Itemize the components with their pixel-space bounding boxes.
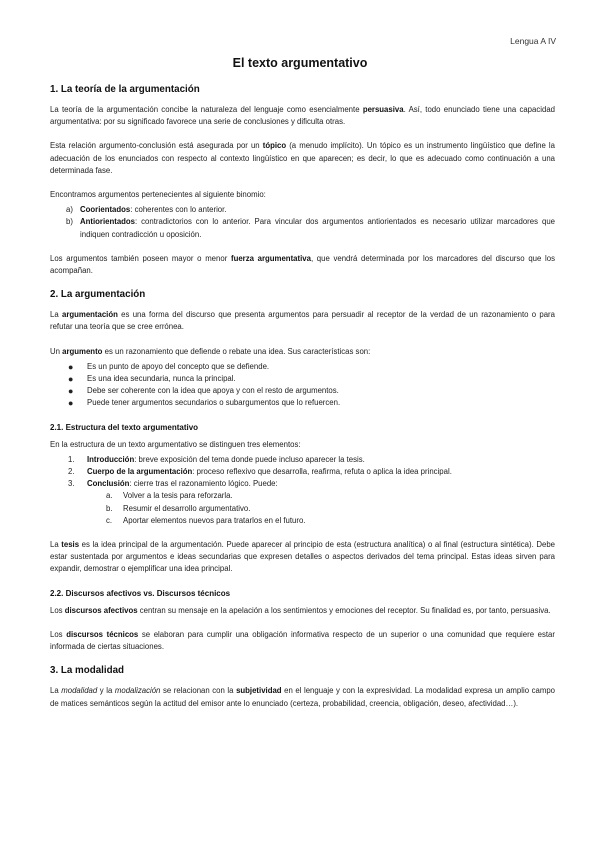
tesis-paragraph: La tesis es la idea principal de la argumentación. Puede aparecer al principio de esta (estructura analítica) o al final (estructura sintética). Debe estar sustentada por argumentos e ideas secundarias que expresen detalles o aspectos derivados del tema principal. Estas ideas sirven para expandir, demostrar o ejemplificar una idea principal.	[50, 540, 555, 574]
structure-list	[50, 454, 555, 491]
section-2-2-paragraph-2: Los discursos técnicos se elaboran para cumplir una obligación informativa respecto de un superior o una comunidad que requiere estar informada de ciertas situaciones.	[50, 629, 555, 652]
section-2-paragraph-1: La argumentación es una forma del discurso que presenta argumentos para persuadir al receptor de la verdad de un razonamiento o para refutar una teoría que se cree errónea.	[50, 310, 555, 332]
course-label: Lengua A IV	[510, 36, 556, 46]
list-item: b) Antiorientados: contradictorios con lo anterior. Para vincular dos argumentos antiorientados es necesario utilizar marcadores que indiquen contradicción u oposición.	[66, 217, 555, 239]
section-1-paragraph-3: Encontramos argumentos pertenecientes al siguiente binomio:	[50, 190, 266, 200]
list-item: 1. Introducción: breve exposición del tema donde puede incluso aparecer la tesis.	[68, 454, 365, 464]
conclusion-sublist	[50, 490, 555, 527]
document-body	[50, 84, 555, 722]
section-3-paragraph-1: La modalidad y la modalización se relacionan con la subjetividad en el lenguaje y con la expresividad. La modalidad expresa un amplio campo de matices semánticos según la actitud del emisor ante lo enunciado (certeza, probabilidad, creencia, obligación, deseo, afectividad…).	[50, 686, 555, 708]
section-2-1-heading: 2.1. Estructura del texto argumentativo	[50, 422, 199, 432]
section-2-2-paragraph-1: Los discursos afectivos centran su mensaje en la apelación a los sentimientos y emociones del receptor. Su finalidad es, por tanto, persuasiva.	[50, 605, 551, 615]
list-item: 3. Conclusión: cierre tras el razonamiento lógico. Puede:	[68, 479, 278, 489]
argument-characteristics-list	[50, 361, 555, 410]
section-3-heading: 3. La modalidad	[50, 665, 125, 677]
section-1-paragraph-1: La teoría de la argumentación concibe la naturaleza del lenguaje como esencialmente persuasiva. Así, todo enunciado tiene una capacidad argumentativa: por su significado favorece una serie de conclusiones y dificulta otras.	[50, 105, 555, 127]
list-item: ● Puede tener argumentos secundarios o subargumentos que lo refuercen.	[68, 398, 341, 409]
list-item: ● Es una idea secundaria, nunca la principal.	[68, 374, 236, 385]
section-2-paragraph-2: Un argumento es un razonamiento que defiende o rebate una idea. Sus características son:	[50, 346, 371, 356]
section-1-paragraph-4: Los argumentos también poseen mayor o menor fuerza argumentativa, que vendrá determinada por los marcadores del discurso que los acompañan.	[50, 253, 555, 276]
section-1-heading: 1. La teoría de la argumentación	[50, 84, 200, 95]
list-item: ● Debe ser coherente con la idea que apoya y con el resto de argumentos.	[68, 386, 339, 397]
list-item: b. Resumir el desarrollo argumentativo.	[106, 503, 251, 513]
section-2-2-heading: 2.2. Discursos afectivos vs. Discursos técnicos	[50, 588, 231, 598]
list-item: a. Volver a la tesis para reforzarla.	[106, 491, 233, 501]
section-2-1-intro: En la estructura de un texto argumentativo se distinguen tres elementos:	[50, 439, 301, 449]
binomio-list	[50, 204, 555, 241]
section-2-heading: 2. La argumentación	[50, 289, 146, 301]
list-item: a) Coorientados: coherentes con lo anterior.	[66, 205, 227, 215]
page-title: El texto argumentativo	[232, 56, 368, 70]
list-item: ● Es un punto de apoyo del concepto que se defiende.	[68, 361, 270, 372]
list-item: 2. Cuerpo de la argumentación: proceso reflexivo que desarrolla, reafirma, refuta o aplica la idea principal.	[68, 467, 452, 477]
section-1-paragraph-2: Esta relación argumento-conclusión está asegurada por un tópico (a menudo implícito). Un tópico es un instrumento lingüístico que define la adecuación de los enunciados con respecto al contexto lingüístico en que aparecen; es decir, lo que es adecuado como continuación a una determinada fase.	[50, 141, 555, 175]
list-item: c. Aportar elementos nuevos para tratarlos en el futuro.	[106, 515, 306, 525]
